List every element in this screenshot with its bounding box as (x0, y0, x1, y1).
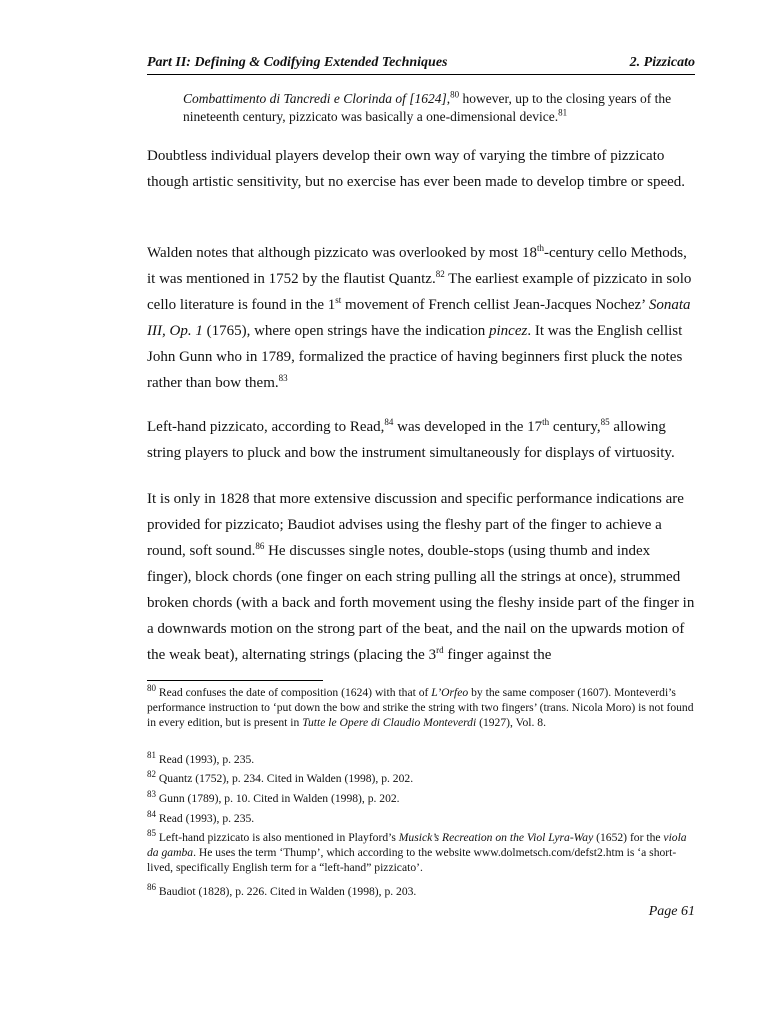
quote-work-title: Combattimento di Tancredi e Clorinda of [1624] (183, 91, 447, 106)
quote-comma: , (446, 91, 451, 106)
paragraph-text: -century cello Methods, it was mentioned in 1752 by the flautist Quantz. (147, 245, 687, 287)
paragraph-text: century, (549, 419, 601, 435)
italic-term: viola da gamba (147, 831, 687, 859)
footnote-number: 86 (147, 882, 156, 893)
footnote-number: 85 (147, 828, 156, 839)
paragraph-text: movement of French cellist Jean-Jacques Nochez’ (341, 297, 649, 313)
paragraph-text: Doubtless individual players develop their own way of varying the timbre of pizzicato though artistic sensitivity, but no exercise has ever been made to develop timbre or speed. (147, 148, 686, 190)
footnote-ref-83[interactable]: 83 (278, 373, 288, 383)
footnote-number: 82 (147, 769, 156, 780)
footnote-text: Read (1993), p. 235. (156, 812, 255, 825)
header-chapter-title: 2. Pizzicato (629, 55, 695, 70)
block-quote (183, 90, 683, 126)
paragraph-text: The earliest example of pizzicato in solo cello literature is found in the 1 (147, 271, 692, 313)
footnote-80 (147, 685, 695, 730)
work-title: L’Orfeo (431, 686, 469, 699)
footnote-ref-85[interactable]: 85 (600, 417, 610, 427)
footnote-text: (1927), Vol. 8. (476, 716, 546, 729)
ordinal-suffix: rd (436, 645, 444, 655)
paragraph-baudiot (147, 486, 695, 668)
paragraph-text: finger against the (443, 647, 552, 663)
footnote-text: (1652) for the (593, 831, 664, 844)
paragraph-text: (1765), where open strings have the indication (202, 323, 489, 339)
header-part-title: Part II: Defining & Codifying Extended Techniques (147, 55, 448, 70)
paragraph-left-hand (147, 414, 695, 466)
running-header (147, 55, 695, 75)
paragraph-history (147, 240, 695, 396)
footnote-text: Gunn (1789), p. 10. Cited in Walden (1998), p. 202. (156, 792, 400, 805)
footnote-text: by the same composer (1607). Monteverdi’s performance instruction to ‘put down the bow and strike the string with two fingers’ (trans. Nicola Moro) is not found in every edition, but is present in (147, 686, 694, 729)
footnote-83 (147, 791, 695, 806)
footnote-divider (147, 680, 323, 681)
footnote-ref-80[interactable]: 80 (450, 89, 460, 100)
footnote-81 (147, 752, 695, 767)
page-number: Page 61 (648, 904, 695, 919)
paragraph-text: It is only in 1828 that more extensive discussion and specific performance indications are provided for pizzicato; Baudiot advises using the fleshy part of the finger to achieve a round, soft sound. (147, 491, 684, 559)
footnote-number: 83 (147, 789, 156, 800)
footnote-text: Baudiot (1828), p. 226. Cited in Walden (1998), p. 203. (156, 885, 417, 898)
ordinal-suffix: th (542, 417, 550, 427)
footnote-ref-86[interactable]: 86 (255, 541, 265, 551)
footnote-ref-81[interactable]: 81 (558, 107, 568, 118)
italic-term: pincez (489, 323, 528, 339)
paragraph-text: . It was the English cellist John Gunn who in 1789, formalized the practice of having beginners first pluck the notes rather than bow them. (147, 323, 683, 391)
footnote-number: 80 (147, 683, 156, 694)
work-title: Tutte le Opere di Claudio Monteverdi (302, 716, 477, 729)
paragraph-text: was developed in the 17 (393, 419, 543, 435)
quote-text: however, up to the closing years of the nineteenth century, pizzicato was basically a one-dimensional device. (183, 91, 672, 124)
footnote-ref-82[interactable]: 82 (435, 269, 445, 279)
footnote-text: Quantz (1752), p. 234. Cited in Walden (1998), p. 202. (156, 772, 414, 785)
paragraph-timbre (147, 143, 695, 195)
footnote-ref-84[interactable]: 84 (384, 417, 394, 427)
footnote-text: . He uses the term ‘Thump’, which according to the website www.dolmetsch.com/defst2.htm is ‘a short-lived, specifically English term for a “left-hand” pizzicato’. (147, 846, 677, 874)
work-title: Musick’s Recreation on the Viol Lyra-Way (398, 831, 594, 844)
footnote-85 (147, 830, 695, 875)
footnote-text: Read (1993), p. 235. (156, 753, 255, 766)
ordinal-suffix: st (335, 295, 342, 305)
footnote-82 (147, 771, 695, 786)
paragraph-text: Walden notes that although pizzicato was overlooked by most 18 (147, 245, 537, 261)
paragraph-text: allowing string players to pluck and bow the instrument simultaneously for displays of virtuosity. (147, 419, 675, 461)
paragraph-text: Left-hand pizzicato, according to Read, (147, 419, 385, 435)
footnote-84 (147, 811, 695, 826)
footnote-text: Read confuses the date of composition (1624) with that of (156, 686, 432, 699)
footnote-number: 84 (147, 809, 156, 820)
work-title: Sonata III, Op. 1 (147, 297, 691, 339)
paragraph-text: He discusses single notes, double-stops (using thumb and index finger), block chords (one finger on each string pulling all the strings at once), strummed broken chords (with a back and forth movement using the fleshy inside part of the finger in a downwards motion on the strong part of the beat, and the nail on the upwards motion of the weak beat), alternating strings (placing the 3 (147, 543, 695, 663)
footnote-number: 81 (147, 750, 156, 761)
footnote-86 (147, 884, 695, 899)
footnote-text: Left-hand pizzicato is also mentioned in Playford’s (156, 831, 399, 844)
ordinal-suffix: th (536, 243, 544, 253)
